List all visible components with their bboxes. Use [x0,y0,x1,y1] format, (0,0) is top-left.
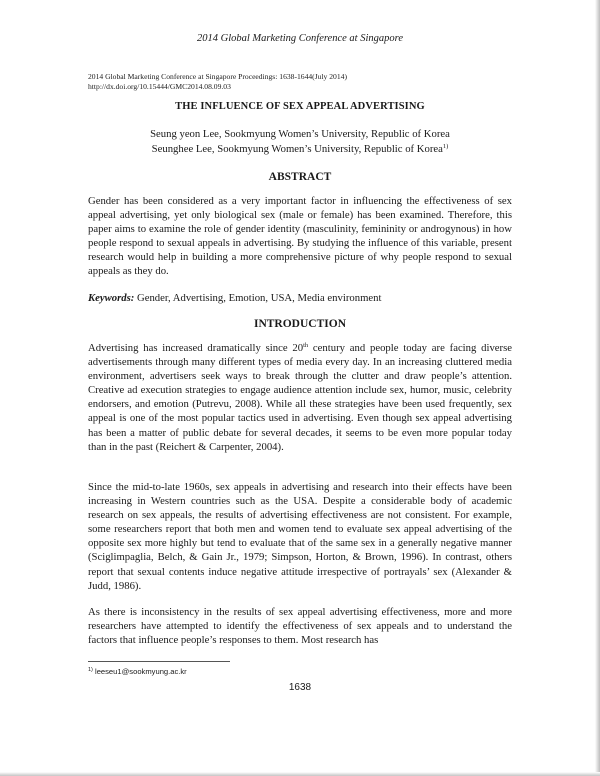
page-edge-shadow-bottom [0,772,600,776]
intro-p1-start: Advertising has increased dramatically since 20 [88,342,304,354]
introduction-heading: INTRODUCTION [253,318,346,330]
intro-paragraph-1 [88,341,512,454]
page-edge-shadow-right [595,0,600,776]
proceedings-citation [88,72,528,91]
abstract-text: Gender has been considered as a very important factor in influencing the effectiveness of sex appeal advertising, yet only biological sex (male or female) has been examined. Therefore, this paper aims to examine the role of gender identity (masculinity, femininity or androgynous) in how people respond to sexual appeals in advertising. By studying the influence of this variable, present research would help in building a more comprehensive picture of why people respond to sexual appeals as they do. [88,195,512,278]
footnote-divider [88,661,230,662]
keywords [88,291,512,305]
author-line-2 [0,142,600,157]
proceedings-line: 2014 Global Marketing Conference at Singapore Proceedings: 1638-1644(July 2014) [88,72,347,81]
superscript-th: th [303,342,309,349]
author-line-1: Seung yeon Lee, Sookmyung Women’s University, Republic of Korea [150,128,450,140]
page-number: 1638 [288,682,312,693]
intro-paragraph-3: As there is inconsistency in the results of sex appeal advertising effectiveness, more and more researchers have attempted to identify the effectiveness of sex appeals and to understand the factors that influence people’s responses to them. Most research has [88,606,512,647]
footnote [88,667,187,676]
author-footnote-mark: 1) [442,142,449,150]
running-head: 2014 Global Marketing Conference at Singapore [197,33,403,44]
author-block [0,127,600,156]
paper-title: THE INFLUENCE OF SEX APPEAL ADVERTISING [175,101,425,112]
footnote-mark: 1) [88,667,93,673]
intro-paragraph-2: Since the mid-to-late 1960s, sex appeals in advertising and research into their effects have been increasing in Western countries such as the USA. Despite a considerable body of academic research on sex appeals, the results of advertising effectiveness are not consistent. For example, some researchers report that both men and women tend to evaluate sex appeal advertising of the opposite sex more highly but tend to evaluate that of the same sex in a generally negative manner (Sciglimpaglia, Belch, & Gain Jr., 1979; Simpson, Horton, & Brown, 1996). In contrast, others report that sexual contents induce negative attitude irrespective of portrayals’ sex (Alexander & Judd, 1986). [88,481,512,592]
intro-p1-rest: century and people today are facing diverse advertisements through many different types of media every day. In an increasing cluttered media environment, advertisers seek ways to break through the clutter and draw people’s attention. Creative ad execution strategies to engage audience attention include sex, humor, music, celebrity endorsers, and emotion (Putrevu, 2008). While all these strategies have been used frequently, sex appeal is one of the most popular tactics used in advertising. Even though sex appeal advertising has been a matter of public debate for several decades, it seems to be even more popular today than in the past (Reichert & Carpenter, 2004). [88,342,512,453]
doi-link[interactable]: http://dx.doi.org/10.15444/GMC2014.08.09.03 [88,81,231,91]
author-name-2: Seunghee Lee, Sookmyung Women’s University, Republic of Korea [151,142,443,155]
keywords-label: Keywords: [88,292,135,304]
abstract-heading: ABSTRACT [268,171,332,183]
keywords-text: Gender, Advertising, Emotion, USA, Media environment [134,292,382,304]
footnote-email[interactable]: leeseu1@sookmyung.ac.kr [92,667,187,676]
